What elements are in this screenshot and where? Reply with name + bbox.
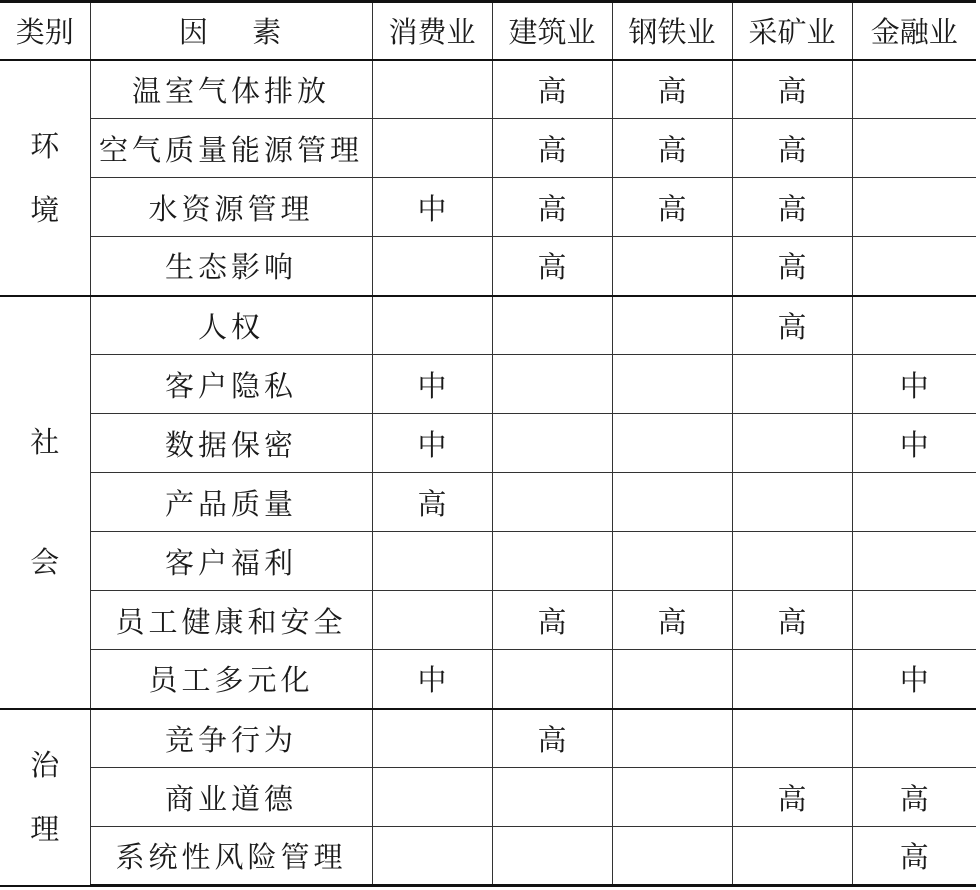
rating-cell-construction bbox=[492, 768, 612, 827]
rating-cell-mining: 高 bbox=[732, 237, 852, 296]
table-row bbox=[0, 768, 976, 827]
rating-cell-finance: 高 bbox=[852, 827, 976, 886]
factor-cell: 员工健康和安全 bbox=[90, 591, 372, 650]
rating-cell-construction: 高 bbox=[492, 237, 612, 296]
rating-cell-construction: 高 bbox=[492, 119, 612, 178]
rating-cell-consumer: 中 bbox=[372, 650, 492, 709]
factor-cell: 系统性风险管理 bbox=[90, 827, 372, 886]
rating-cell-finance bbox=[852, 60, 976, 119]
rating-cell-mining bbox=[732, 355, 852, 414]
rating-cell-construction bbox=[492, 532, 612, 591]
rating-cell-finance: 中 bbox=[852, 414, 976, 473]
rating-cell-consumer bbox=[372, 119, 492, 178]
factor-cell: 客户隐私 bbox=[90, 355, 372, 414]
category-cell-governance bbox=[0, 709, 90, 886]
factor-cell: 商业道德 bbox=[90, 768, 372, 827]
header-industry-mining: 采矿业 bbox=[732, 2, 852, 60]
table-row bbox=[0, 296, 976, 355]
rating-cell-steel bbox=[612, 473, 732, 532]
category-char: 治 bbox=[30, 748, 60, 782]
rating-cell-finance bbox=[852, 473, 976, 532]
rating-cell-mining: 高 bbox=[732, 296, 852, 355]
category-char: 理 bbox=[30, 812, 60, 846]
table-row bbox=[0, 414, 976, 473]
rating-cell-mining: 高 bbox=[732, 178, 852, 237]
rating-cell-finance bbox=[852, 591, 976, 650]
header-category: 类别 bbox=[0, 2, 90, 60]
rating-cell-consumer bbox=[372, 827, 492, 886]
rating-cell-finance bbox=[852, 296, 976, 355]
rating-cell-steel bbox=[612, 827, 732, 886]
header-row bbox=[0, 2, 976, 60]
rating-cell-mining bbox=[732, 473, 852, 532]
rating-cell-construction: 高 bbox=[492, 60, 612, 119]
rating-cell-mining: 高 bbox=[732, 119, 852, 178]
rating-cell-consumer bbox=[372, 60, 492, 119]
table-header bbox=[0, 2, 976, 60]
rating-cell-steel: 高 bbox=[612, 119, 732, 178]
header-industry-consumer: 消费业 bbox=[372, 2, 492, 60]
rating-cell-mining bbox=[732, 414, 852, 473]
rating-cell-finance bbox=[852, 178, 976, 237]
factor-cell: 产品质量 bbox=[90, 473, 372, 532]
rating-cell-consumer bbox=[372, 532, 492, 591]
rating-cell-steel bbox=[612, 296, 732, 355]
header-industry-finance: 金融业 bbox=[852, 2, 976, 60]
rating-cell-steel: 高 bbox=[612, 178, 732, 237]
category-cell-environment bbox=[0, 60, 90, 296]
factor-cell: 人权 bbox=[90, 296, 372, 355]
rating-cell-finance bbox=[852, 119, 976, 178]
factor-cell: 生态影响 bbox=[90, 237, 372, 296]
rating-cell-finance bbox=[852, 237, 976, 296]
rating-cell-consumer: 中 bbox=[372, 355, 492, 414]
rating-cell-construction bbox=[492, 650, 612, 709]
rating-cell-mining: 高 bbox=[732, 591, 852, 650]
rating-cell-consumer bbox=[372, 768, 492, 827]
rating-cell-steel: 高 bbox=[612, 60, 732, 119]
category-char: 会 bbox=[30, 545, 60, 579]
rating-cell-mining: 高 bbox=[732, 768, 852, 827]
category-cell-social bbox=[0, 296, 90, 709]
rating-cell-construction: 高 bbox=[492, 178, 612, 237]
factor-cell: 竞争行为 bbox=[90, 709, 372, 768]
header-factor: 因 素 bbox=[90, 2, 372, 60]
rating-cell-construction bbox=[492, 827, 612, 886]
factor-cell: 员工多元化 bbox=[90, 650, 372, 709]
rating-cell-consumer: 中 bbox=[372, 414, 492, 473]
table-row bbox=[0, 591, 976, 650]
table-row bbox=[0, 709, 976, 768]
rating-cell-construction: 高 bbox=[492, 709, 612, 768]
category-char: 境 bbox=[30, 192, 60, 227]
rating-cell-steel bbox=[612, 532, 732, 591]
factor-cell: 水资源管理 bbox=[90, 178, 372, 237]
rating-cell-steel bbox=[612, 237, 732, 296]
header-industry-construction: 建筑业 bbox=[492, 2, 612, 60]
table-row bbox=[0, 237, 976, 296]
rating-cell-steel bbox=[612, 650, 732, 709]
rating-cell-consumer bbox=[372, 237, 492, 296]
rating-cell-construction: 高 bbox=[492, 591, 612, 650]
rating-cell-finance: 中 bbox=[852, 355, 976, 414]
rating-cell-mining bbox=[732, 650, 852, 709]
table-row bbox=[0, 178, 976, 237]
table-row bbox=[0, 473, 976, 532]
rating-cell-mining: 高 bbox=[732, 60, 852, 119]
table-row bbox=[0, 650, 976, 709]
factor-cell: 数据保密 bbox=[90, 414, 372, 473]
rating-cell-steel bbox=[612, 709, 732, 768]
rating-cell-finance bbox=[852, 709, 976, 768]
table-row bbox=[0, 532, 976, 591]
rating-cell-steel bbox=[612, 355, 732, 414]
factor-cell: 空气质量能源管理 bbox=[90, 119, 372, 178]
table-body bbox=[0, 60, 976, 886]
category-char: 环 bbox=[30, 128, 60, 163]
rating-cell-construction bbox=[492, 473, 612, 532]
table-row bbox=[0, 827, 976, 886]
rating-cell-mining bbox=[732, 827, 852, 886]
factor-cell: 温室气体排放 bbox=[90, 60, 372, 119]
table-row bbox=[0, 355, 976, 414]
rating-cell-finance: 高 bbox=[852, 768, 976, 827]
table-row bbox=[0, 119, 976, 178]
factor-cell: 客户福利 bbox=[90, 532, 372, 591]
rating-cell-construction bbox=[492, 296, 612, 355]
rating-cell-construction bbox=[492, 355, 612, 414]
header-industry-steel: 钢铁业 bbox=[612, 2, 732, 60]
rating-cell-mining bbox=[732, 532, 852, 591]
rating-cell-consumer: 中 bbox=[372, 178, 492, 237]
rating-cell-consumer bbox=[372, 296, 492, 355]
rating-cell-consumer: 高 bbox=[372, 473, 492, 532]
category-char: 社 bbox=[30, 425, 60, 459]
rating-cell-finance: 中 bbox=[852, 650, 976, 709]
table-row bbox=[0, 60, 976, 119]
rating-cell-consumer bbox=[372, 591, 492, 650]
rating-cell-steel bbox=[612, 768, 732, 827]
rating-cell-mining bbox=[732, 709, 852, 768]
rating-cell-finance bbox=[852, 532, 976, 591]
rating-cell-construction bbox=[492, 414, 612, 473]
rating-cell-steel bbox=[612, 414, 732, 473]
rating-cell-consumer bbox=[372, 709, 492, 768]
rating-cell-steel: 高 bbox=[612, 591, 732, 650]
